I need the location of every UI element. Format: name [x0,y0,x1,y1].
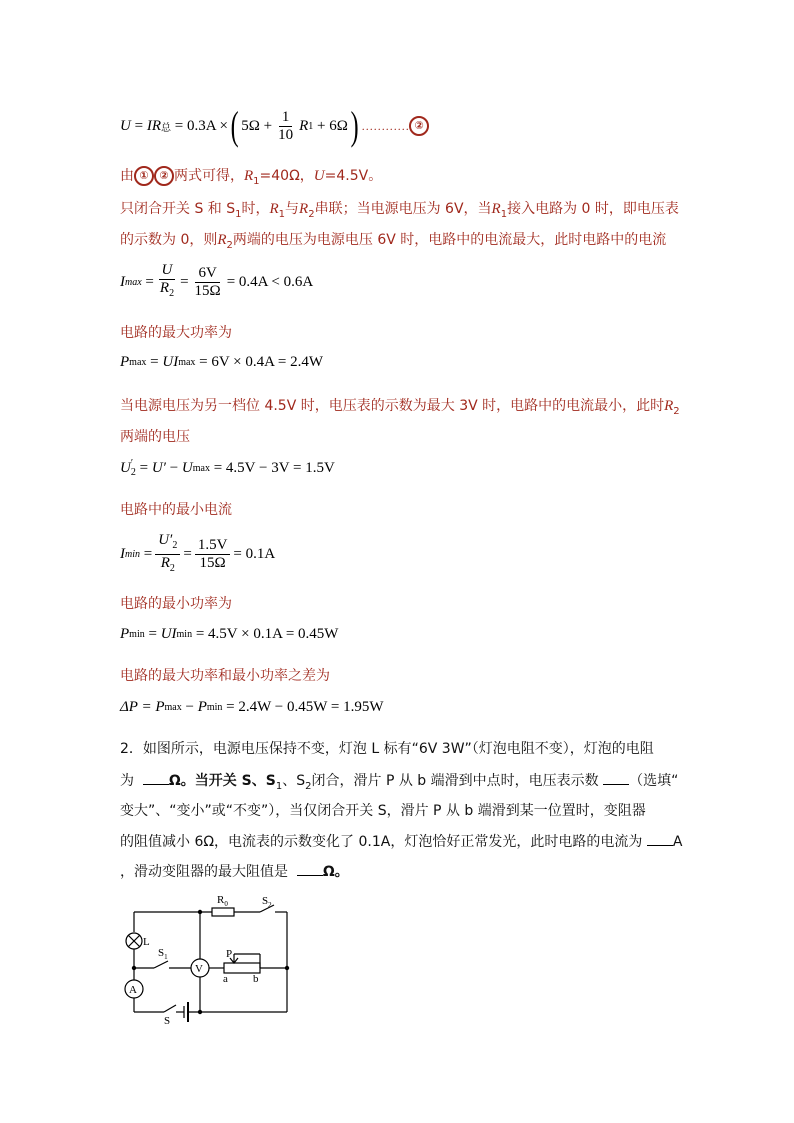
eq-symbol: P [120,626,130,642]
question-2-line-1: 2．如图所示，电源电压保持不变，灯泡 L 标有“6V 3W”（灯泡电阻不变），灯泡的电阻 [120,741,654,757]
eq-symbol: R [299,117,309,134]
text: 的示数为 0，则 [120,232,218,248]
text: 串联；当电源电压为 6V，当 [314,201,492,217]
eq-sub: max [129,357,147,368]
text: Ω。 [322,864,349,880]
sub: 1 [275,780,283,792]
label-b: b [253,973,259,985]
equation-u-total [120,103,429,148]
label-lamp: L [143,936,150,948]
sub: 2 [673,405,680,417]
eq-symbol: U [120,459,131,476]
frac-den: 15Ω [199,555,226,571]
frac-den: 10 [278,126,294,143]
frac-num: 6V [195,265,219,283]
symbol: R [217,232,227,248]
frac-num [155,532,180,555]
text: 闭合，滑片 P 从 b 端滑到中点时，电压表示数 [311,773,599,789]
label-s1: $S_1$ [158,947,168,961]
eq-text: = [145,273,154,290]
paragraph-min-current: 电路中的最小电流 [120,502,232,518]
label-s2: $S_2$ [262,895,272,909]
symbol: R [491,201,501,217]
equation-u2 [120,459,335,477]
fraction [192,265,224,300]
text: 由 [120,168,134,184]
frac-num [159,262,176,280]
eq-text: = 2.4W − 0.45W = 1.95W [226,699,384,715]
left-paren: ( [230,103,239,148]
eq-symbol: R [160,555,170,571]
eq-symbol: I [120,273,125,290]
right-paren: ) [350,103,359,148]
symbol: R [299,201,309,217]
text: 的阻值减小 6Ω，电流表的示数变化了 0.1A，灯泡恰好正常发光，此时电路的电流为 [120,834,643,850]
label-a: a [223,973,228,985]
circled-number: ② [154,166,174,186]
paragraph-power-diff: 电路的最大功率和最小功率之差为 [120,668,330,684]
eq-symbol: U [120,117,131,134]
text: 为 [120,773,134,789]
fraction [275,109,296,144]
equation-i-max [120,262,313,302]
symbol: R [664,398,674,414]
eq-text: = 6V × 0.4A = 2.4W [199,354,324,370]
eq-symbol: P [197,699,207,715]
answer-blank[interactable] [647,831,673,846]
eq-sub: 2 [169,563,175,574]
frac-den [158,555,178,577]
eq-text: = 0.1A [233,546,276,562]
eq-symbol: I [120,546,125,562]
eq-symbol: P [155,699,165,715]
text: A [672,834,683,850]
equation-p-min [120,626,338,643]
answer-blank[interactable] [143,770,169,785]
circled-number: ② [409,116,429,136]
eq-sub: max [192,462,210,474]
question-2-line-4 [120,831,682,851]
frac-num: 1.5V [195,537,231,555]
eq-sub: max [125,276,142,288]
answer-blank[interactable] [297,861,323,876]
text: 两式可得， [174,168,244,184]
eq-symbol: P [120,354,130,370]
voltmeter-symbol: V [195,963,203,975]
paragraph-voltage-both-ends: 两端的电压 [120,429,190,445]
eq-text: − [185,699,194,715]
text: 、S [282,773,306,789]
eq-sub: min [176,629,193,640]
question-2-line-5 [120,861,349,881]
paragraph-other-voltage [120,395,680,417]
eq-symbol: U′ [158,532,173,548]
fraction [195,537,231,572]
eq-text: 5Ω + [241,117,273,134]
eq-sub: min [129,629,145,640]
eq-symbol: U [161,262,173,278]
text: （选填“ [629,773,679,789]
eq-symbol: I [146,117,152,134]
dots: ………… [361,118,410,133]
paragraph-result [120,165,382,187]
symbol: U [313,168,325,184]
eq-symbol: U [181,459,193,476]
fraction [155,532,180,577]
text: Ω。当开关 S、S [168,773,276,789]
label-p: P [226,948,233,960]
eq-sub: 2 [169,288,175,299]
eq-text: = 0.4A < 0.6A [226,273,314,290]
text: 与 [285,201,300,217]
eq-text: = [134,117,144,134]
equation-delta-p [120,699,383,716]
eq-text: = 4.5V − 3V = 1.5V [213,459,335,476]
eq-sub: min [125,549,140,560]
circuit-diagram [112,890,302,1025]
question-2-line-3: 变大”、“变小”或“不变”），当仅闭合开关 S，滑片 P 从 b 端滑到某一位置时，变阻器 [120,803,646,819]
eq-sub: 2 [172,540,178,551]
sub: 2 [308,208,315,220]
frac-num: 1 [279,109,293,127]
eq-sub: min [206,702,223,713]
eq-symbol: U′ [151,459,166,476]
fraction [157,262,177,302]
question-2-line-2 [120,770,678,792]
eq-sub: 总 [160,122,171,134]
eq-symbol: ΔP = [120,699,152,715]
eq-text: = [139,459,149,476]
answer-blank[interactable] [603,770,629,785]
frac-den [157,280,177,302]
equation-p-max [120,354,323,371]
eq-symbol: R [151,117,161,134]
sub: 1 [278,208,286,220]
sub: 1 [253,175,260,187]
sub: 2 [226,239,233,251]
eq-sub: max [178,357,196,368]
eq-text: = [143,546,153,562]
circled-number: ① [134,166,154,186]
eq-text: = 0.3A × [174,117,228,134]
eq-text: = [148,626,157,642]
paragraph-max-current [120,229,666,251]
eq-symbol: UI [160,626,177,642]
eq-sub: 1 [308,120,314,132]
paragraph-series [120,198,679,220]
eq-text: = [180,273,189,290]
eq-text: − [169,459,179,476]
eq-text: = [150,354,159,370]
paragraph-min-power: 电路的最小功率为 [120,596,232,612]
text: 接入电路为 0 时，即电压表 [507,201,679,217]
eq-sub: max [164,702,182,713]
text: 当电源电压为另一档位 4.5V 时，电压表的示数为最大 3V 时，电路中的电流最小，此时 [120,398,665,414]
equation-i-min [120,532,275,577]
eq-symbol: UI [162,354,179,370]
sub: 2 [305,780,312,792]
symbol: R [244,168,254,184]
label-r0: $R_0$ [217,894,228,908]
sub: 1 [235,208,242,220]
eq-symbol: R [159,280,170,296]
eq-text: = [183,546,192,562]
text: 只闭合开关 S 和 S [120,201,236,217]
eq-sub: 2 [130,467,136,478]
text: 时， [241,201,270,217]
eq-sup: ′ [130,458,134,469]
text: 两端的电压为电源电压 6V 时，电路中的电流最大，此时电路中的电流 [232,232,667,248]
symbol: R [269,201,279,217]
text: =4.5V。 [324,168,383,184]
paragraph-max-power: 电路的最大功率为 [120,325,232,341]
ammeter-symbol: A [129,984,137,996]
label-s: S [164,1015,171,1025]
frac-den: 15Ω [194,282,221,299]
sub: 1 [500,208,508,220]
eq-text: + 6Ω [317,117,348,134]
text: ，滑动变阻器的最大阻值是 [120,864,288,880]
eq-text: = 4.5V × 0.1A = 0.45W [195,626,339,642]
text: =40Ω， [259,168,314,184]
